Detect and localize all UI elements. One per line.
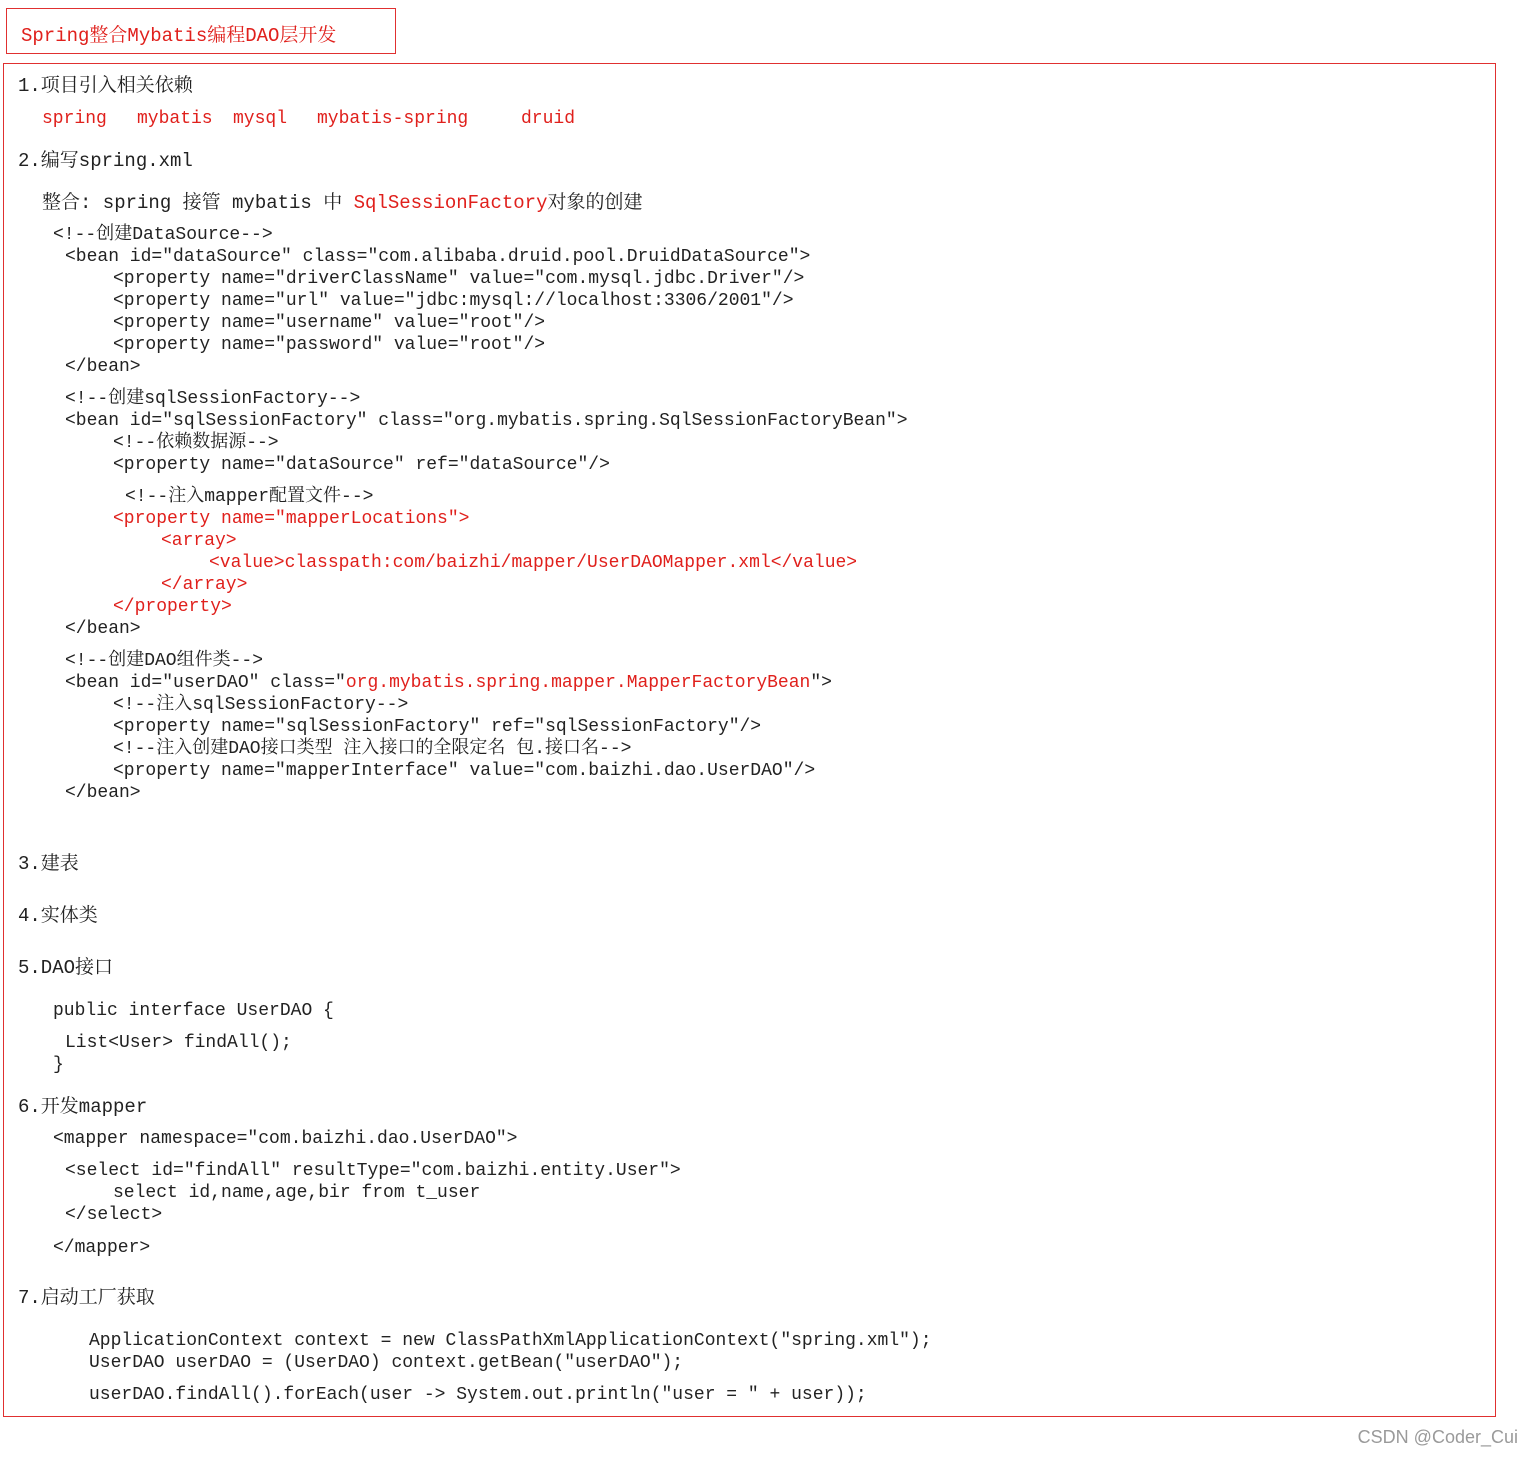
- description-suffix: 对象的创建: [547, 192, 643, 214]
- code-line: </select>: [65, 1205, 163, 1225]
- code-line: userDAO.findAll().forEach(user -> System.out.println("user = " + user));: [89, 1385, 867, 1405]
- section-2-heading: 2.编写spring.xml: [18, 150, 193, 172]
- code-line: </mapper>: [53, 1238, 151, 1258]
- code-line: <!--注入mapper配置文件-->: [125, 487, 374, 507]
- code-line: select id,name,age,bir from t_user: [113, 1183, 481, 1203]
- code-line: </bean>: [65, 619, 141, 639]
- section-2-description: [42, 192, 643, 214]
- description-highlight: SqlSessionFactory: [353, 192, 548, 214]
- code-line: <value>classpath:com/baizhi/mapper/UserDAOMapper.xml</value>: [209, 553, 858, 573]
- dependency-spring: spring: [42, 109, 107, 129]
- code-fragment: ">: [810, 673, 832, 693]
- watermark: CSDN @Coder_Cui: [1357, 1427, 1518, 1447]
- code-line: <property name="username" value="root"/>: [113, 313, 546, 333]
- description-prefix: 整合: spring 接管 mybatis 中: [42, 192, 354, 214]
- code-line: <select id="findAll" resultType="com.baizhi.entity.User">: [65, 1161, 681, 1181]
- dependency-druid: druid: [521, 109, 576, 129]
- code-line: <!--创建sqlSessionFactory-->: [65, 389, 361, 409]
- code-line: <property name="dataSource" ref="dataSource"/>: [113, 455, 610, 475]
- code-line: <bean id="sqlSessionFactory" class="org.mybatis.spring.SqlSessionFactoryBean">: [65, 411, 908, 431]
- section-4-heading: 4.实体类: [18, 905, 98, 927]
- code-highlight: org.mybatis.spring.mapper.MapperFactoryBean: [345, 673, 811, 693]
- section-5-heading: 5.DAO接口: [18, 957, 114, 979]
- code-line: ApplicationContext context = new ClassPathXmlApplicationContext("spring.xml");: [89, 1331, 932, 1351]
- code-line: <property name="url" value="jdbc:mysql://localhost:3306/2001"/>: [113, 291, 794, 311]
- code-line: </bean>: [65, 357, 141, 377]
- section-3-heading: 3.建表: [18, 853, 79, 875]
- code-line: </bean>: [65, 783, 141, 803]
- code-line: public interface UserDAO {: [53, 1001, 334, 1021]
- dependency-mybatis-spring: mybatis-spring: [317, 109, 469, 129]
- code-line: <array>: [161, 531, 237, 551]
- code-line: </array>: [161, 575, 248, 595]
- code-line: <!--创建DAO组件类-->: [65, 651, 264, 671]
- code-line: <property name="driverClassName" value="com.mysql.jdbc.Driver"/>: [113, 269, 805, 289]
- section-6-heading: 6.开发mapper: [18, 1096, 148, 1118]
- code-line: <!--依赖数据源-->: [113, 433, 279, 453]
- title-box: [6, 8, 396, 54]
- page-title: Spring整合Mybatis编程DAO层开发: [21, 25, 337, 47]
- code-line: <property name="mapperInterface" value="com.baizhi.dao.UserDAO"/>: [113, 761, 816, 781]
- code-line: <bean id="dataSource" class="com.alibaba.druid.pool.DruidDataSource">: [65, 247, 811, 267]
- code-line: <!--注入创建DAO接口类型 注入接口的全限定名 包.接口名-->: [113, 739, 632, 759]
- code-line: <property name="mapperLocations">: [113, 509, 470, 529]
- section-1-heading: 1.项目引入相关依赖: [18, 75, 193, 97]
- code-line: UserDAO userDAO = (UserDAO) context.getBean("userDAO");: [89, 1353, 684, 1373]
- dependency-mysql: mysql: [233, 109, 288, 129]
- code-line: <!--注入sqlSessionFactory-->: [113, 695, 409, 715]
- code-line: <property name="sqlSessionFactory" ref="sqlSessionFactory"/>: [113, 717, 762, 737]
- code-line: </property>: [113, 597, 232, 617]
- code-line: <mapper namespace="com.baizhi.dao.UserDAO">: [53, 1129, 518, 1149]
- section-7-heading: 7.启动工厂获取: [18, 1287, 155, 1309]
- code-line: }: [53, 1055, 64, 1075]
- code-line: <property name="password" value="root"/>: [113, 335, 546, 355]
- dependency-mybatis: mybatis: [137, 109, 213, 129]
- code-line: List<User> findAll();: [65, 1033, 292, 1053]
- code-fragment: <bean id="userDAO" class=": [65, 673, 346, 693]
- code-line: <!--创建DataSource-->: [53, 225, 273, 245]
- code-line: [65, 672, 832, 694]
